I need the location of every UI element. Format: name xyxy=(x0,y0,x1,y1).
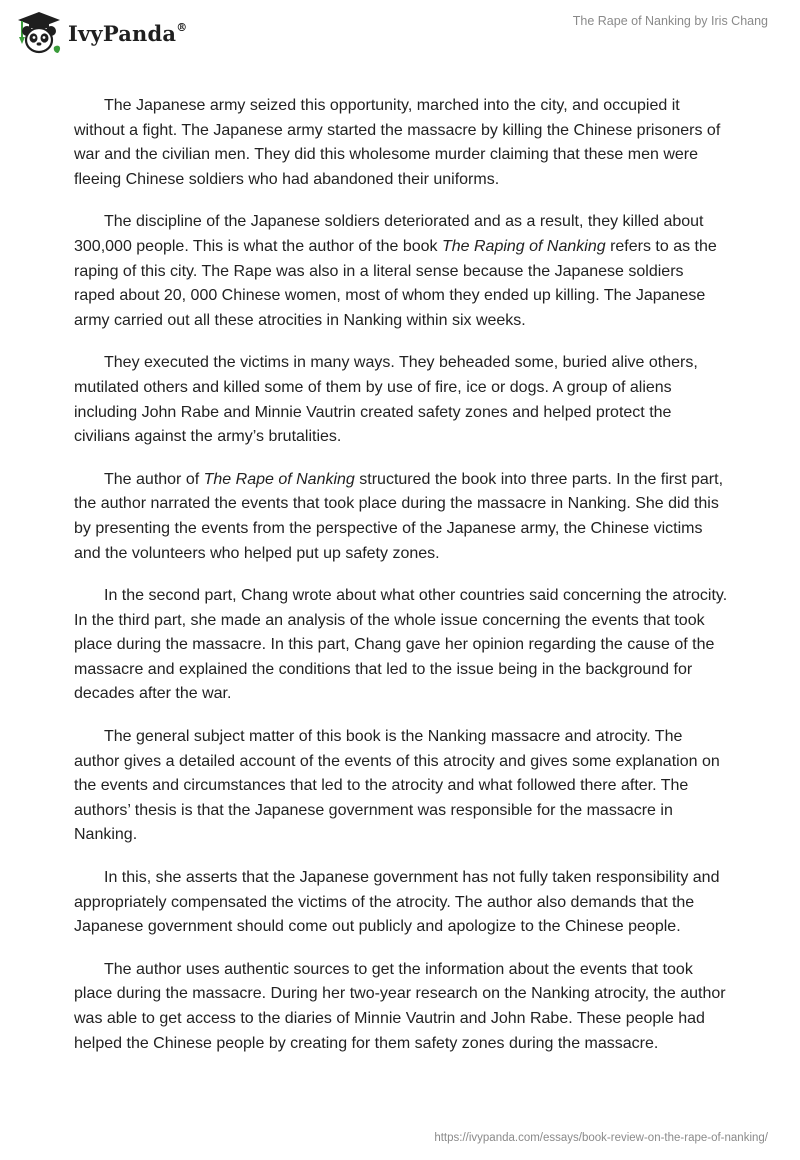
paragraph-8: The author uses authentic sources to get the information about the events that took place during the massacre. During her two-year research on the Nanking atrocity, the author was able to get access to the diaries of Minnie Vautrin and John Rabe. These people had helped the Chinese people by creating for them safety zones during the massacre. xyxy=(74,960,726,1052)
paragraph-3: They executed the victims in many ways. They beheaded some, buried alive others, mutilated others and killed some of them by use of fire, ice or dogs. A group of aliens including John Rabe and Minnie Vautrin created safety zones and helped protect the civilians against the army’s brutalities. xyxy=(74,354,698,446)
ivypanda-logo[interactable] xyxy=(14,9,187,55)
paragraph-6: The general subject matter of this book is the Nanking massacre and atrocity. The author gives a detailed account of the events of this atrocity and gives some explanation on the events and circumstances that led to the atrocity and what followed there after. The authors’ thesis is that the Japanese government was responsible for the massacre in Nanking. xyxy=(74,728,720,844)
paragraph-2 xyxy=(74,210,728,333)
paragraph-text: The discipline of the Japanese soldiers deteriorated and as a result, they killed about 300,000 people. This is what the author of the book xyxy=(74,213,704,255)
paragraph-text: structured the book into three parts. In the first part, the author narrated the events that took place during the massacre in Nanking. She did this by presenting the events from the perspective of the Japanese army, the Chinese victims and the volunteers who helped put up safety zones. xyxy=(74,470,724,562)
panda-graduate-icon xyxy=(14,9,64,55)
source-url[interactable]: https://ivypanda.com/essays/book-review-on-the-rape-of-nanking/ xyxy=(434,1132,768,1144)
paragraph-5: In the second part, Chang wrote about what other countries said concerning the atrocity. In the third part, she made an analysis of the whole issue concerning the events that took place during the massacre. In this part, Chang gave her opinion regarding the cause of the massacre and explained the conditions that led to the issue being in the background for decades after the war. xyxy=(74,587,728,703)
paragraph-4 xyxy=(74,468,728,566)
paragraph-text: The author of xyxy=(104,470,204,488)
essay-body xyxy=(74,94,728,1074)
paragraph-7: In this, she asserts that the Japanese government has not fully taken responsibility and appropriately compensated the victims of the atrocity. The author also demands that the Japanese government should come out publicly and apologize to the Chinese people. xyxy=(74,869,720,936)
page-header xyxy=(0,0,800,60)
book-title: The Raping of Nanking xyxy=(441,237,606,255)
book-title: The Rape of Nanking xyxy=(203,470,355,488)
paragraph-text: refers to as the raping of this city. The Rape was also in a literal sense because the Japanese soldiers raped about 20, 000 Chinese women, most of whom they ended up killing. The Japanese army carried out all these atrocities in Nanking within six weeks. xyxy=(74,237,717,329)
logo-wordmark: IvyPanda® xyxy=(68,20,188,46)
paragraph-1: The Japanese army seized this opportunity, marched into the city, and occupied it without a fight. The Japanese army started the massacre by killing the Chinese prisoners of war and the civilian men. They did this wholesome murder claiming that these men were fleeing Chinese soldiers who had abandoned their uniforms. xyxy=(74,97,721,188)
document-title: The Rape of Nanking by Iris Chang xyxy=(572,14,768,28)
